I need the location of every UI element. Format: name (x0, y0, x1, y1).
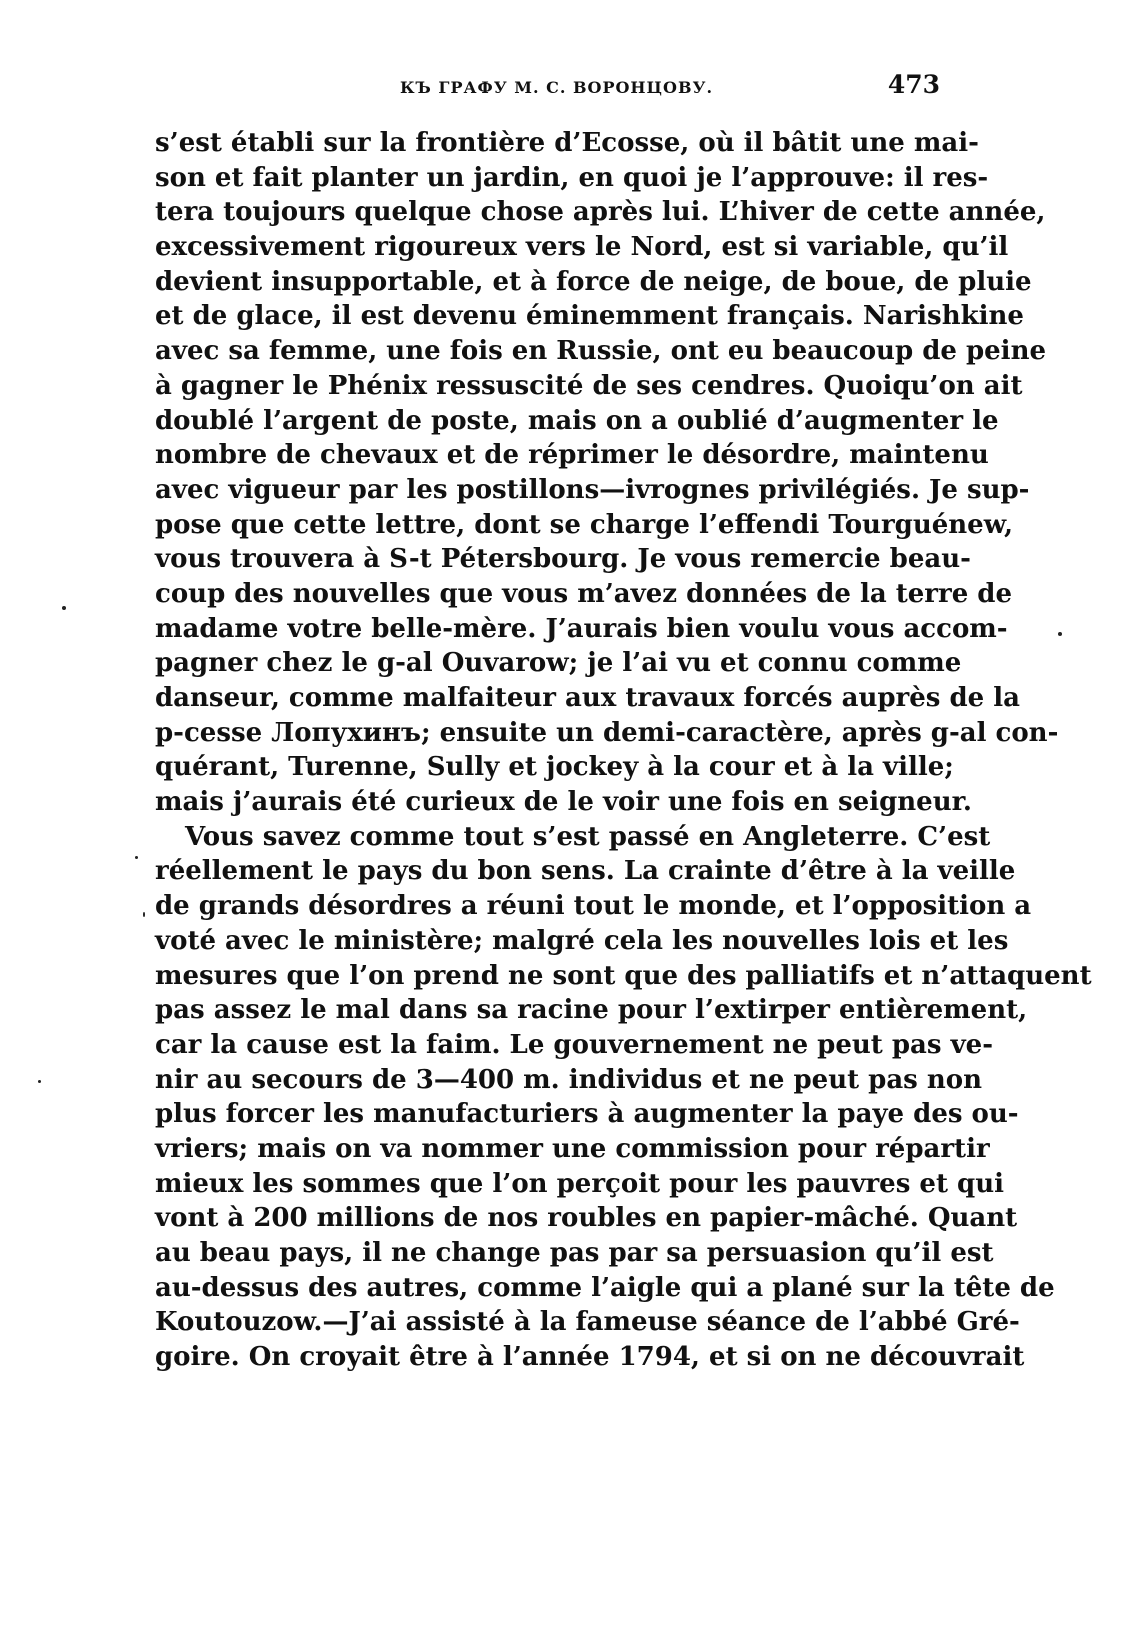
scan-speck (38, 1080, 41, 1083)
scan-speck (62, 606, 66, 610)
text-line: mieux les sommes que l’on perçoit pour les pauvres et qui (155, 1168, 1004, 1199)
text-line: car la cause est la faim. Le gouvernement ne peut pas ve- (155, 1029, 994, 1060)
text-line: nombre de chevaux et de réprimer le désordre, maintenu (155, 440, 989, 471)
text-line: tera toujours quelque chose après lui. L’hiver de cette année, (155, 197, 1046, 228)
text-line: quérant, Turenne, Sully et jockey à la cour et à la ville; (155, 752, 954, 783)
text-line: goire. On croyait être à l’année 1794, et si on ne découvrait (155, 1342, 1025, 1373)
text-line: réellement le pays du bon sens. La crainte d’être à la veille (155, 856, 1016, 887)
text-line: pagner chez le g-al Ouvarow; je l’ai vu et connu comme (155, 648, 962, 679)
text-line: mais j’aurais été curieux de le voir une fois en seigneur. (155, 787, 972, 818)
text-line: au beau pays, il ne change pas par sa persuasion qu’il est (155, 1238, 994, 1268)
text-line: au-dessus des autres, comme l’aigle qui a plané sur la tête de (155, 1272, 1055, 1303)
scan-speck (143, 912, 145, 917)
text-line: vont à 200 millions de nos roubles en papier-mâché. Quant (155, 1203, 1018, 1234)
page-header (155, 70, 940, 110)
running-title: КЪ ГРАФУ М. С. ВОРОНЦОВУ. (400, 78, 714, 97)
text-line: devient insupportable, et à force de neige, de boue, de pluie (155, 266, 1032, 297)
text-line: vriers; mais on va nommer une commission pour répartir (155, 1133, 990, 1164)
text-line: excessivement rigoureux vers le Nord, est si variable, qu’il (155, 232, 1009, 263)
scan-speck (1058, 632, 1062, 636)
text-line: pose que cette lettre, dont se charge l’effendi Tourguénew, (155, 509, 1014, 540)
text-line: son et fait planter un jardin, en quoi je l’approuve: il res- (155, 162, 989, 193)
text-line: avec sa femme, une fois en Russie, ont eu beaucoup de peine (155, 336, 1047, 367)
text-line: danseur, comme malfaiteur aux travaux forcés auprès de la (155, 683, 1020, 713)
text-line: pas assez le mal dans sa racine pour l’extirper entièrement, (155, 995, 1028, 1026)
text-line: à gagner le Phénix ressuscité de ses cendres. Quoiqu’on ait (155, 370, 1023, 401)
body-text (155, 126, 1092, 1375)
text-line: Koutouzow.—J’ai assisté à la fameuse séance de l’abbé Gré- (155, 1307, 1020, 1338)
text-line: de grands désordres a réuni tout le monde, et l’opposition a (155, 891, 1032, 922)
text-line: avec vigueur par les postillons—ivrognes privilégiés. Je sup- (155, 474, 1030, 505)
text-line: nir au secours de 3—400 m. individus et ne peut pas non (155, 1064, 983, 1095)
text-line: s’est établi sur la frontière d’Ecosse, où il bâtit une mai- (155, 128, 979, 158)
text-line: coup des nouvelles que vous m’avez données de la terre de (155, 578, 1013, 609)
text-line: mesures que l’on prend ne sont que des palliatifs et n’attaquent (155, 960, 1092, 991)
text-line: Vous savez comme tout s’est passé en Angleterre. C’est (185, 821, 991, 852)
text-line: vous trouvera à S-t Pétersbourg. Je vous remercie beau- (155, 544, 971, 575)
paragraph-2 (155, 820, 1092, 1375)
page-number: 473 (887, 70, 940, 99)
paragraph-1 (155, 126, 1059, 820)
text-line: voté avec le ministère; malgré cela les nouvelles lois et les (155, 925, 1009, 956)
scan-speck (135, 856, 138, 859)
text-line: madame votre belle-mère. J’aurais bien voulu vous accom- (155, 613, 1008, 644)
text-line: et de glace, il est devenu éminemment français. Narishkine (155, 301, 1024, 332)
text-line: p-cesse Лопухинъ; ensuite un demi-caractère, après g-al con- (155, 717, 1059, 748)
text-line: plus forcer les manufacturiers à augmenter la paye des ou- (155, 1099, 1019, 1130)
text-line: doublé l’argent de poste, mais on a oublié d’augmenter le (155, 405, 999, 436)
